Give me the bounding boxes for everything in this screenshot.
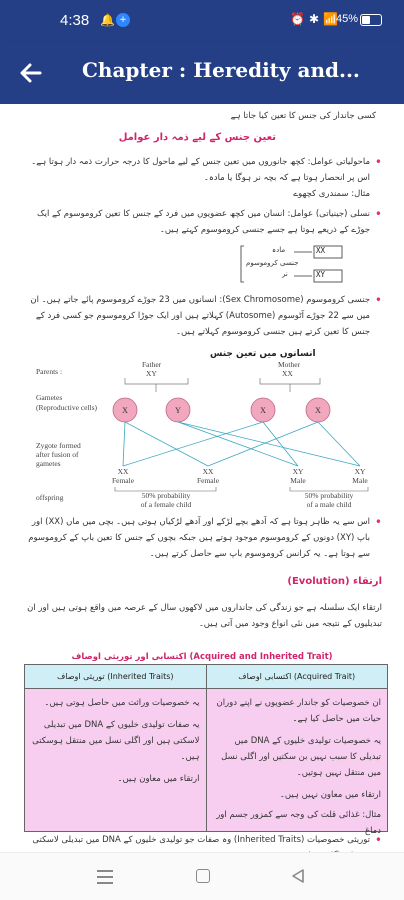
traits-table-header [25, 665, 387, 689]
page-title: Chapter : Heredity and... [82, 58, 360, 82]
back-arrow-icon[interactable] [14, 56, 48, 90]
status-bar [0, 0, 404, 42]
bullet-environmental [26, 154, 382, 186]
mother-label: Mother [278, 360, 301, 369]
bullet-sex-chromosome [26, 292, 382, 340]
notification-bell-icon: 🔔 [100, 13, 115, 27]
notification-badge: + [116, 13, 130, 27]
intro-line: کسی جاندار کی جنس کا تعین کیا جاتا ہے [230, 111, 376, 121]
nav-back-icon[interactable] [290, 868, 306, 884]
bullet-sex-chromosome-text: جنسی کروموسوم (Sex Chromosome): انسانوں میں 23 جوڑے کروموسوم پائے جاتے ہیں۔ ان میں سے 22 جوڑے آٹوسوم (Autosome) کہلاتے ہیں اور ایک جوڑا کروموسوم جو کسی فرد کے جنس کا تعین کرتے ہیں جنسی کروموسوم کہلاتے ہیں۔ [30, 295, 370, 337]
male-label: نر [282, 270, 288, 278]
child3-sex: Male [290, 476, 306, 485]
diagram-title: انسانوں میں تعین جنس [210, 349, 316, 359]
father-genotype: XY [146, 369, 157, 378]
app-bar [0, 42, 404, 104]
home-icon[interactable] [196, 869, 210, 883]
document-page[interactable] [0, 104, 404, 852]
zygote-label-3: gametes [36, 459, 61, 468]
acquired-item-1: ان خصوصیات کو جاندار عضویوں نے اپنے دوران حیات میں حاصل کیا ہے۔ [216, 698, 381, 724]
female-label: مادہ [272, 246, 286, 254]
father-label: Father [142, 360, 162, 369]
bullet-genetic [26, 206, 382, 238]
inherited-item-3: ارتقاء میں معاون ہیں۔ [117, 774, 200, 784]
acquired-example: مثال: غذائی قلت کی وجہ سے کمزور جسم اور دماغ [216, 810, 381, 836]
prob-female-2: of a female child [140, 500, 192, 509]
parents-label: Parents : [36, 367, 63, 376]
acquired-item-2: یہ خصوصیات تولیدی خلیوں کے DNA میں تبدیلی کا سبب نہیں بن سکتیں اور اگلی نسل میں منتقل نہیں ہوتیں۔ [221, 736, 381, 778]
status-icons: ⏰✱📶 [290, 12, 342, 26]
header-inherited: توریثی اوصاف (Inherited Traits) [56, 672, 174, 681]
status-time: 4:38 [60, 12, 90, 29]
svg-text:X: X [315, 406, 321, 415]
male-genotype: XY [316, 270, 326, 279]
traits-table-title: اکتسابی اور توریثی اوصاف (Acquired and Inherited Trait) [71, 652, 333, 662]
bullet-environmental-text: ماحولیاتی عوامل: کچھ جانوروں میں تعین جنس کے لیے ماحول کا درجہ حرارت ذمہ دار ہوتا ہے۔ اس پر انحصار ہوتا ہے کہ بچہ نر ہوگا یا مادہ۔ [31, 157, 370, 183]
svg-text:X: X [260, 406, 266, 415]
child4-genotype: XY [354, 467, 366, 476]
traits-table-body [25, 689, 387, 836]
section-heading-evolution: ارتقاء (Evolution) [287, 576, 382, 587]
female-genotype: XX [316, 246, 326, 255]
child1-genotype: XX [117, 467, 129, 476]
inherited-column [25, 689, 206, 831]
bullet-inheritance-summary [26, 514, 382, 562]
bullet-inherited-traits-text: توریثی خصوصیات (Inherited Traits) وہ صفات جو تولیدی خلیوں کے DNA میں تبدیلی لاسکتی [32, 835, 370, 845]
bullet-inheritance-summary-text: اس سے یہ ظاہر ہوتا ہے کہ آدھے بچے لڑکے اور آدھے لڑکیاں ہوتی ہیں۔ بچی میں ماں (XX) اور باپ (XY) دونوں کے کروموسوم موجود ہوتے ہیں جبکہ بچوں کے جنس کا تعین باپ کے کروموسوم سے ہوتا ہے۔ یہ کرانس کروموسوم باپ سے حاصل کرتے ہیں۔ [28, 517, 370, 559]
acquired-column [206, 689, 388, 836]
inherited-item-2: یہ صفات تولیدی خلیوں کے DNA میں تبدیلی لاسکتی ہیں اور اگلی نسل میں منتقل ہوسکتی ہیں۔ [32, 720, 200, 762]
battery-percent: 45% [335, 13, 358, 25]
traits-table [24, 664, 388, 836]
section-heading-sex-determination: تعین جنس کے لیے ذمہ دار عوامل [118, 132, 276, 143]
child3-genotype: XY [292, 467, 304, 476]
recents-icon[interactable] [97, 870, 113, 884]
zygote-label-1: Zygote formed [36, 441, 81, 450]
svg-text:X: X [122, 406, 128, 415]
zygote-label-2: after fusion of [36, 450, 79, 459]
child1-sex: Female [111, 476, 135, 485]
child2-genotype: XX [202, 467, 214, 476]
evolution-paragraph: ارتقاء ایک سلسلہ ہے جو زندگی کی جانداروں میں لاکھوں سال کے عرصہ میں واقع ہوتی ہیں اور ان تبدیلیوں کے نتیجہ میں نئی انواع وجود میں آتی ہیں۔ [27, 603, 382, 629]
gametes-label: Gametes [36, 393, 63, 402]
prob-female-1: 50% probability [141, 491, 191, 500]
inherited-item-1: یہ خصوصیات وراثت میں حاصل ہوتی ہیں۔ [44, 698, 200, 708]
system-nav-bar [0, 852, 404, 900]
battery-icon [360, 14, 382, 26]
sex-chromosome-label: جنسی کروموسوم [246, 259, 299, 267]
acquired-item-3: ارتقاء میں معاون نہیں ہیں۔ [279, 790, 381, 800]
mother-genotype: XX [282, 369, 293, 378]
header-acquired: اکتسابی اوصاف (Acquired Trait) [206, 665, 388, 688]
child4-sex: Male [352, 476, 368, 485]
bullet-genetic-text: نسلی (جینیاتی) عوامل: انسان میں کچھ عضویوں میں فرد کے جنس کا تعین کروموسوم کے ایک جوڑے کے ذریعے ہوتا ہے جسے جنسی کروموسوم کہتے ہیں۔ [36, 209, 370, 235]
child2-sex: Female [196, 476, 220, 485]
offspring-label: offspring [36, 493, 64, 502]
sex-determination-diagram [30, 362, 380, 512]
svg-text:Y: Y [175, 406, 181, 415]
gametes-sublabel: (Reproductive cells) [36, 403, 98, 412]
prob-male-2: of a male child [306, 500, 352, 509]
prob-male-1: 50% probability [304, 491, 354, 500]
bullet-environmental-example: مثال: سمندری کچھوے [293, 189, 370, 199]
